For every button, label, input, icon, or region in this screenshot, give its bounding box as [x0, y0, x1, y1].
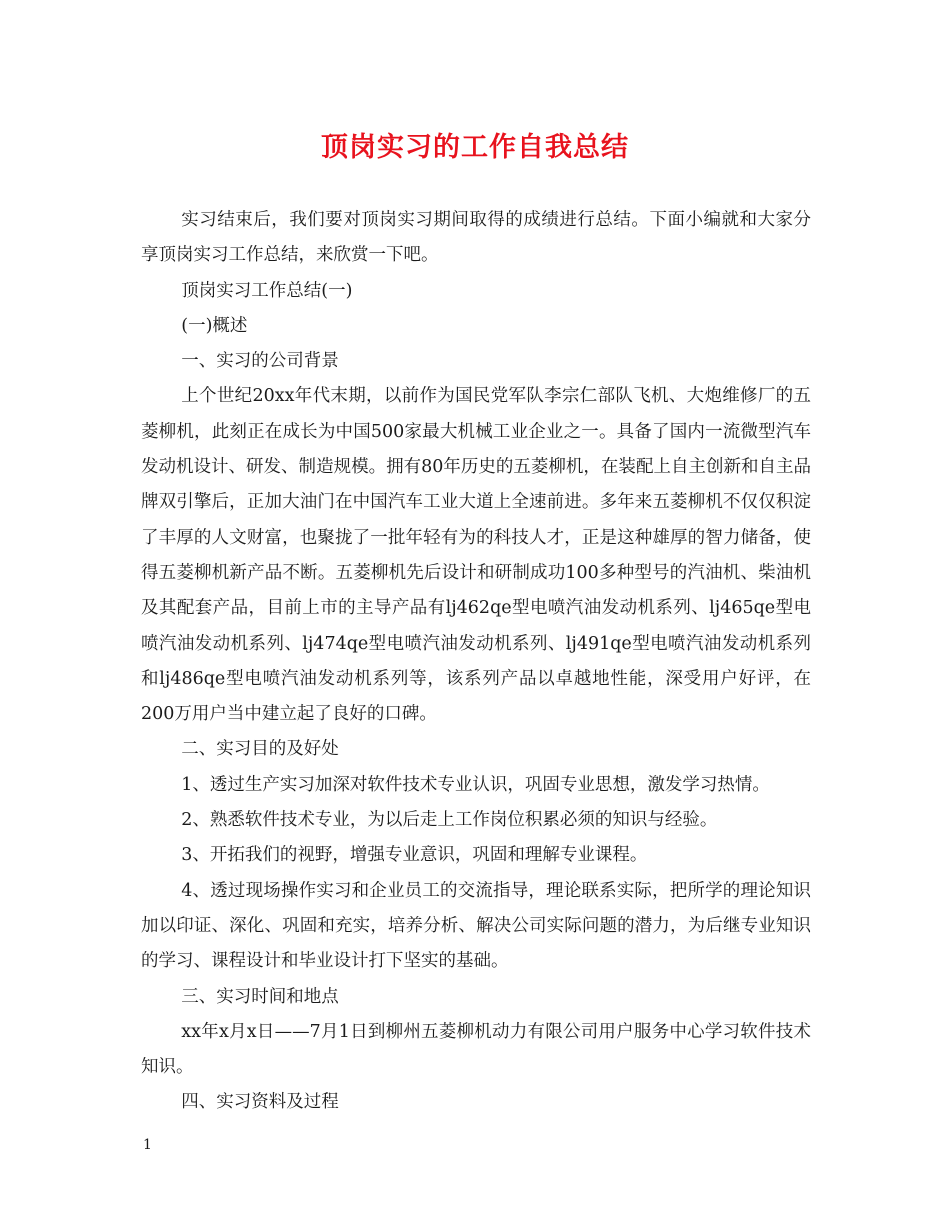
section-heading-overview: (一)概述 [181, 315, 248, 336]
page-number: 1 [143, 1137, 152, 1153]
intro-paragraph: 实习结束后，我们要对顶岗实习期间取得的成绩进行总结。下面小编就和大家分享顶岗实习工作总结，来欣赏一下吧。 [141, 210, 811, 266]
purpose-item-4: 4、透过现场操作实习和企业员工的交流指导，理论联系实际，把所学的理论知识加以印证、深化、巩固和充实，培养分析、解决公司实际问题的潜力，为后继专业知识的学习、课程设计和毕业设计打下坚实的基础。 [141, 880, 811, 972]
section-heading-content-process: 四、实习资料及过程 [181, 1092, 339, 1113]
time-place-paragraph: xx年x月x日——7月1日到柳州五菱柳机动力有限公司用户服务中心学习软件技术知识。 [141, 1021, 811, 1078]
purpose-item-2: 2、熟悉软件技术专业，为以后走上工作岗位积累必须的知识与经验。 [181, 810, 718, 831]
company-background-paragraph: 上个世纪20xx年代末期，以前作为国民党军队李宗仁部队飞机、大炮维修厂的五菱柳机，此刻正在成长为中国500家最大机械工业企业之一。具备了国内一流微型汽车发动机设计、研发、制造规模。拥有80年历史的五菱柳机，在装配上自主创新和自主品牌双引擎后，正加大油门在中国汽车工业大道上全速前进。多年来五菱柳机不仅仅积淀了丰厚的人文财富，也聚拢了一批年轻有为的科技人才，正是这种雄厚的智力储备，使得五菱柳机新产品不断。五菱柳机先后设计和研制成功100多种型号的汽油机、柴油机及其配套产品，目前上市的主导产品有lj462qe型电喷汽油发动机系列、lj465qe型电喷汽油发动机系列、lj474qe型电喷汽油发动机系列、lj491qe型电喷汽油发动机系列和lj486qe型电喷汽油发动机系列等，该系列产品以卓越地性能，深受用户好评，在200万用户当中建立起了良好的口碑。 [141, 386, 811, 725]
section-heading-purpose: 二、实习目的及好处 [181, 739, 339, 760]
purpose-item-1: 1、透过生产实习加深对软件技术专业认识，巩固专业思想，激发学习热情。 [181, 774, 770, 795]
section-heading-time-place: 三、实习时间和地点 [181, 986, 339, 1007]
purpose-item-3: 3、开拓我们的视野，增强专业意识，巩固和理解专业课程。 [181, 845, 648, 866]
document-body [141, 203, 811, 1121]
section-heading-summary-one: 顶岗实习工作总结(一) [181, 280, 353, 301]
document-title: 顶岗实习的工作自我总结 [321, 132, 629, 163]
section-heading-company-background: 一、实习的公司背景 [181, 351, 339, 372]
